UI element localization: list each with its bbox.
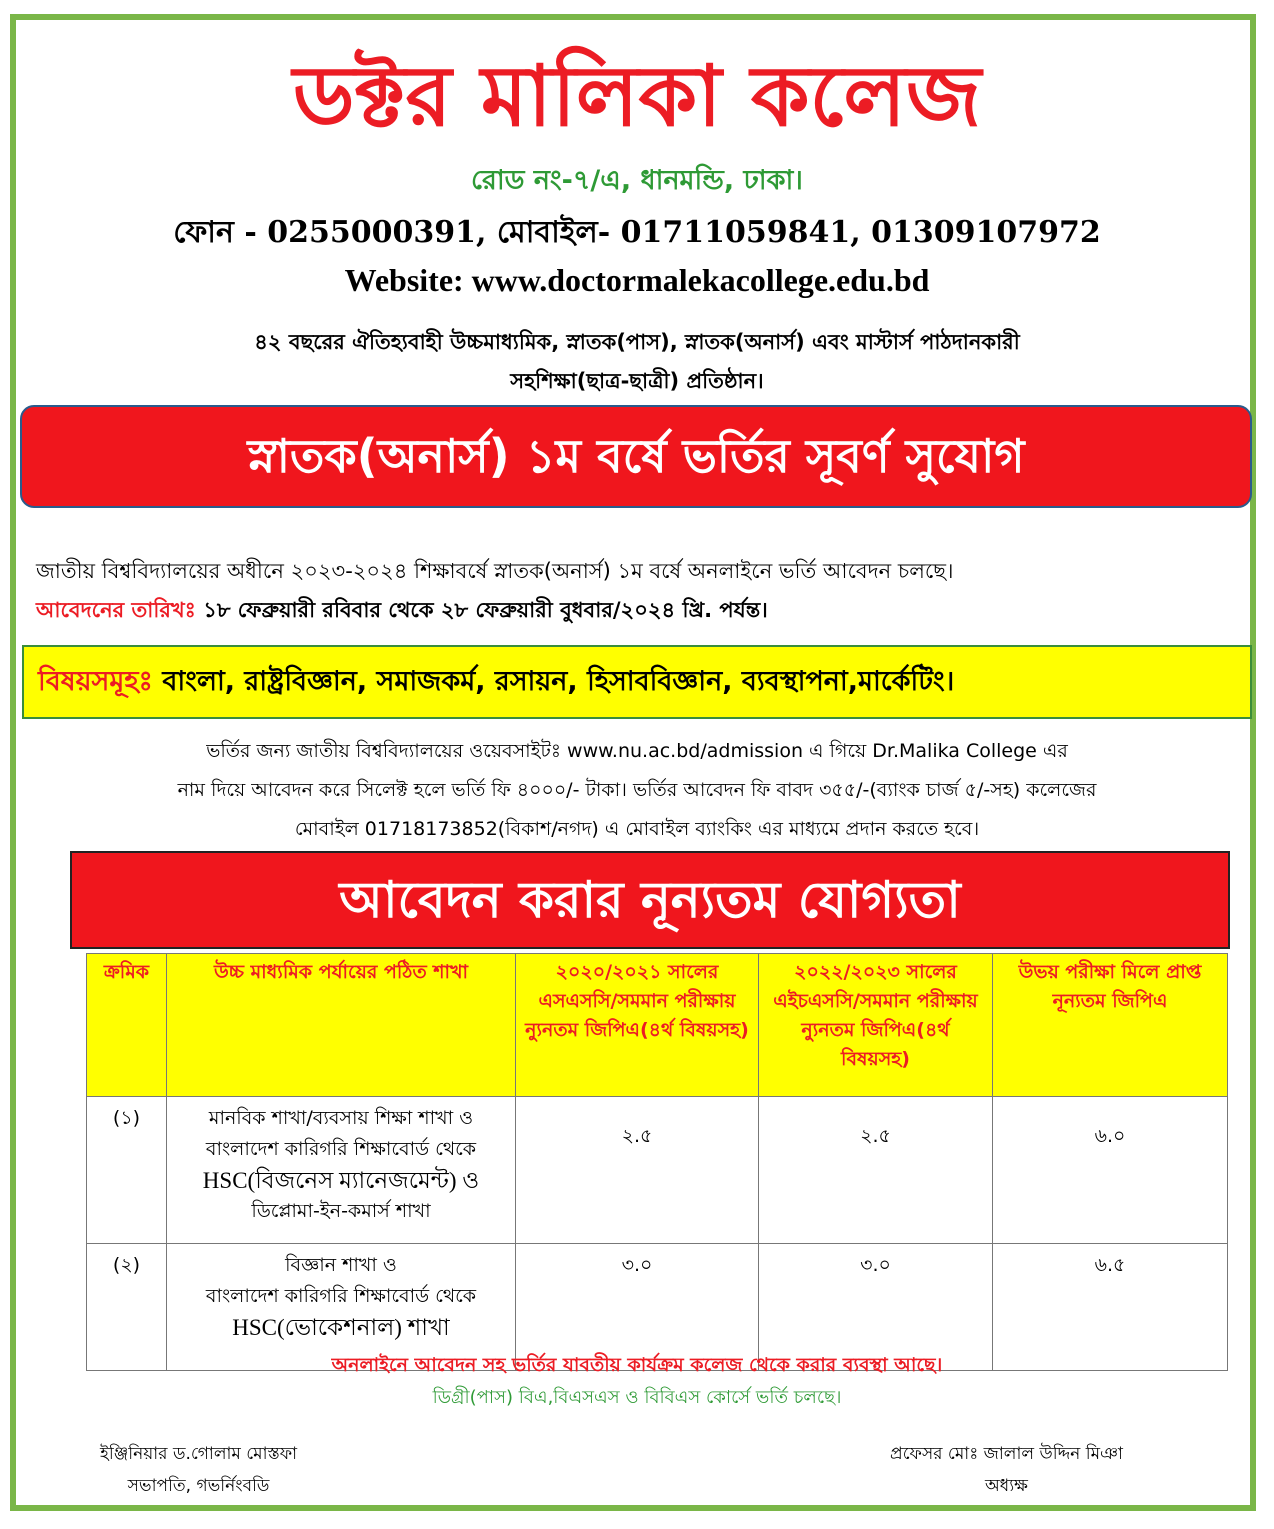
branch-line: বাংলাদেশ কারিগরি শিক্ষাবোর্ড থেকে [205,1138,477,1160]
chairman-title: সভাপতি, গভর্নিংবডি [127,1476,270,1496]
chairman-name: ইঞ্জিনিয়ার ড.গোলাম মোস্তফা [100,1444,298,1464]
header-ssc-gpa: ২০২০/২০২১ সালের এসএসসি/সমমান পরীক্ষায় ন্যুনতম জিপিএ(৪র্থ বিষয়সহ) [516,954,759,1097]
contact-phone: ফোন - 0255000391, মোবাইল- 01711059841, 01309107972 [173,215,1101,250]
principal-title: অধ্যক্ষ [984,1476,1028,1496]
row-serial: (২) [87,1244,167,1371]
branch-line: বাংলাদেশ কারিগরি শিক্ষাবোর্ড থেকে [205,1285,477,1307]
header-branch: উচ্চ মাধ্যমিক পর্যায়ের পঠিত শাখা [167,954,516,1097]
tagline-line2: সহশিক্ষা(ছাত্র-ছাত্রী) প্রতিষ্ঠান। [510,369,764,393]
branch-line: ডিপ্লোমা-ইন-কমার্স শাখা [251,1200,431,1222]
table-header-row [87,954,1228,1097]
branch-line: মানবিক শাখা/ব্যবসায় শিক্ষা শাখা ও [208,1107,474,1129]
branch-line: বিজ্ঞান শাখা ও [285,1254,397,1276]
subjects-box [22,645,1252,719]
instruction-line2: নাম দিয়ে আবেদন করে সিলেক্ট হলে ভর্তি ফি ৪০০০/- টাকা। ভর্তির আবেদন ফি বাবদ ৩৫৫/-(ব্যাংক চার্জ ৫/-সহ) কলেজের [177,779,1097,801]
date-value: ১৮ ফেব্রুয়ারী রবিবার থেকে ২৮ ফেব্রুয়ারী বুধবার/২০২৪ খ্রি. পর্যন্ত। [195,598,768,622]
principal-name: প্রফেসর মোঃ জালাল উদ্দিন মিঞা [890,1444,1123,1464]
row-ssc-gpa: ২.৫ [516,1097,759,1244]
header-total-gpa: উভয় পরীক্ষা মিলে প্রাপ্ত নূন্যতম জিপিএ [993,954,1228,1097]
college-title: ডক্টর মালিকা কলেজ [292,47,982,145]
table-row [87,1097,1228,1244]
header-serial: ক্রমিক [87,954,167,1097]
row-total-gpa: ৬.৫ [993,1244,1228,1371]
online-note: অনলাইনে আবেদন সহ ভর্তির যাবতীয় কার্যক্রম কলেজ থেকে করার ব্যবস্থা আছে। [331,1354,943,1376]
row-serial: (১) [87,1097,167,1244]
header-hsc-gpa: ২০২২/২০২৩ সালের এইচএসসি/সমমান পরীক্ষায় ন্যুনতম জিপিএ(৪র্থ বিষয়সহ) [759,954,993,1097]
signature-principal [890,1438,1123,1502]
instruction-line3: মোবাইল 01718173852(বিকাশ/নগদ) এ মোবাইল ব্যাংকিং এর মাধ্যমে প্রদান করতে হবে। [294,818,980,840]
eligibility-table [86,953,1228,1371]
tagline-line1: ৪২ বছরের ঐতিহ্যবাহী উচ্চমাধ্যমিক, স্নাতক(পাস), স্নাতক(অনার্স) এবং মাস্টার্স পাঠদানকারী [254,330,1020,354]
row-branch [167,1097,516,1244]
subjects-label: বিষয়সমূহঃ [38,666,153,697]
subjects-list: বাংলা, রাষ্ট্রবিজ্ঞান, সমাজকর্ম, রসায়ন, হিসাববিজ্ঞান, ব্যবস্থাপনা,মার্কেটিং। [152,666,955,697]
admission-notice: জাতীয় বিশ্ববিদ্যালয়ের অধীনে ২০২৩-২০২৪ শিক্ষাবর্ষে স্নাতক(অনার্স) ১ম বর্ষে অনলাইনে ভর্তি আবেদন চলছে। [36,559,954,583]
row-total-gpa: ৬.০ [993,1097,1228,1244]
instruction-line1: ভর্তির জন্য জাতীয় বিশ্ববিদ্যালয়ের ওয়েবসাইটঃ www.nu.ac.bd/admission এ গিয়ে Dr.Malika College এর [206,740,1068,762]
row-hsc-gpa: ২.৫ [759,1097,993,1244]
branch-line: HSC(ভোকেশনাল) শাখা [232,1315,450,1340]
row-hsc-gpa: ৩.০ [759,1244,993,1371]
application-dates [36,595,1256,625]
signature-chairman [100,1438,297,1502]
college-website: Website: www.doctormalekacollege.edu.bd [344,262,930,298]
degree-note: ডিগ্রী(পাস) বিএ,বিএসএস ও বিবিএস কোর্সে ভর্তি চলছে। [432,1387,842,1408]
row-ssc-gpa: ৩.০ [516,1244,759,1371]
date-label: আবেদনের তারিখঃ [36,598,196,622]
eligibility-title: আবেদন করার নূন্যতম যোগ্যতা [70,851,1230,949]
branch-line: HSC(বিজনেস ম্যানেজমেন্ট) ও [202,1168,480,1193]
college-address: রোড নং-৭/এ, ধানমন্ডি, ঢাকা। [471,165,803,196]
admission-banner: স্নাতক(অনার্স) ১ম বর্ষে ভর্তির সূবর্ণ সুযোগ [20,405,1252,508]
